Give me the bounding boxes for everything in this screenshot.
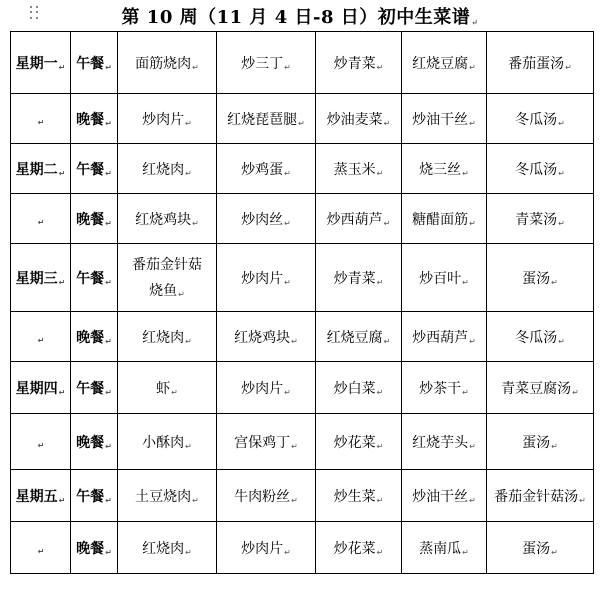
dish-cell-text: 蛋汤 [522,270,551,287]
paragraph-mark: ↵ [469,62,476,72]
dish-cell [118,244,217,312]
day-cell [11,244,71,312]
dish-cell-text: 炒鸡蛋 [241,161,284,178]
meal-cell [71,312,118,362]
dish-cell-text: 冬瓜汤 [515,111,558,128]
paragraph-mark: ↵ [291,336,298,346]
paragraph-mark: ↵ [462,277,469,287]
meal-cell [71,470,118,522]
dish-cell-text: 红烧琵琶腿 [227,111,298,128]
paragraph-mark: ↵ [469,218,476,228]
meal-cell [71,362,118,414]
paragraph-mark: ↵ [105,387,112,397]
dish-cell [217,312,316,362]
dish-cell [316,32,402,94]
day-cell [11,470,71,522]
meal-cell [71,414,118,470]
paragraph-mark: ↵ [105,495,112,505]
paragraph-mark: ↵ [469,118,476,128]
dish-cell [217,194,316,244]
dish-cell-text: 青菜汤 [515,211,558,228]
paragraph-mark: ↵ [37,440,45,450]
dish-cell-text: 蒸南瓜 [419,540,462,557]
day-cell [11,194,71,244]
dish-cell [402,414,487,470]
paragraph-mark: ↵ [58,62,66,72]
paragraph-mark: ↵ [284,547,291,557]
dish-cell [217,522,316,574]
dish-cell-text: 炒肉片 [142,111,185,128]
dish-cell [402,362,487,414]
dish-cell-text: 炒生菜 [333,488,376,505]
dish-cell [402,470,487,522]
dish-cell [118,522,217,574]
paragraph-mark: ↵ [565,62,572,72]
dish-cell-text: 炒油干丝 [412,488,469,505]
meal-cell-text: 晚餐 [76,434,105,451]
paragraph-mark: ↵ [298,118,305,128]
dish-cell [487,414,594,470]
paragraph-mark: ↵ [185,168,192,178]
paragraph-mark: ↵ [37,117,45,127]
dish-cell [487,244,594,312]
dish-cell-text: 红烧豆腐 [326,329,383,346]
menu-row [11,470,594,522]
paragraph-mark: ↵ [192,62,199,72]
menu-row [11,144,594,194]
dish-cell-text: 红烧豆腐 [412,55,469,72]
paragraph-mark: ↵ [291,495,298,505]
paragraph-mark: ↵ [469,441,476,451]
paragraph-mark: ↵ [58,387,66,397]
dish-cell-text: 炒花菜 [333,540,376,557]
menu-row [11,522,594,574]
day-cell [11,144,71,194]
dish-cell [217,414,316,470]
paragraph-mark: ↵ [558,218,565,228]
dish-cell-text: 炒茶干 [419,380,462,397]
paragraph-mark: ↵ [376,547,384,557]
paragraph-mark: ↵ [171,387,178,397]
paragraph-mark: ↵ [469,336,476,346]
dish-cell [316,470,402,522]
dish-cell [316,312,402,362]
dish-cell [487,522,594,574]
paragraph-mark: ↵ [558,336,565,346]
dish-cell-text: 蛋汤 [522,540,551,557]
paragraph-mark: ↵ [105,336,112,346]
day-cell [11,522,71,574]
dish-cell [217,144,316,194]
dish-cell [217,470,316,522]
dish-cell-text: 红烧鸡块 [234,329,291,346]
dish-cell [487,362,594,414]
dish-cell-text: 炒青菜 [333,55,376,72]
meal-cell [71,144,118,194]
paragraph-mark: ↵ [58,168,66,178]
dish-cell [402,312,487,362]
paragraph-mark: ↵ [185,547,192,557]
dish-cell-text: 炒花菜 [333,434,376,451]
day-cell-text: 星期四 [15,380,58,397]
dish-cell-text: 宫保鸡丁 [234,434,291,451]
dish-cell [402,244,487,312]
meal-cell-text: 晚餐 [76,540,105,557]
page-title [0,3,600,29]
dish-cell-text: 红烧芋头 [412,434,469,451]
day-cell [11,32,71,94]
dish-cell [402,32,487,94]
paragraph-mark: ↵ [105,118,112,128]
menu-row [11,414,594,470]
dish-cell [118,362,217,414]
paragraph-mark: ↵ [105,168,112,178]
paragraph-mark: ↵ [178,289,185,299]
dish-cell [217,32,316,94]
dish-cell-text: 炒青菜 [333,270,376,287]
paragraph-mark: ↵ [462,387,469,397]
dish-cell-text: 红烧鸡块 [135,211,192,228]
meal-cell [71,522,118,574]
day-cell-text: 星期三 [15,270,58,287]
dish-cell [217,94,316,144]
dish-cell [487,312,594,362]
paragraph-mark: ↵ [105,547,112,557]
paragraph-mark: ↵ [58,277,66,287]
dish-cell [402,144,487,194]
paragraph-mark: ↵ [192,495,199,505]
paragraph-mark: ↵ [37,335,45,345]
dish-cell-text: 牛肉粉丝 [234,488,291,505]
paragraph-mark: ↵ [551,547,558,557]
dish-cell-text: 蛋汤 [522,434,551,451]
paragraph-mark: ↵ [105,218,112,228]
dish-cell [487,194,594,244]
day-cell-text: 星期五 [15,488,58,505]
dish-cell [118,312,217,362]
paragraph-mark: ↵ [572,387,579,397]
dish-cell-text: 红烧肉 [142,329,185,346]
dish-cell [487,32,594,94]
paragraph-mark: ↵ [185,441,192,451]
day-cell [11,414,71,470]
paragraph-mark: ↵ [376,441,384,451]
paragraph-mark: ↵ [471,17,479,27]
paragraph-mark: ↵ [383,118,391,128]
dish-cell-text: 炒肉片 [241,380,284,397]
day-cell [11,362,71,414]
paragraph-mark: ↵ [291,441,298,451]
dish-cell-text: 土豆烧肉 [135,488,192,505]
dish-cell-text: 炒百叶 [419,270,462,287]
meal-cell-text: 晚餐 [76,211,105,228]
dish-cell-text: 炒油麦菜 [326,111,383,128]
paragraph-mark: ↵ [383,218,391,228]
paragraph-mark: ↵ [105,62,112,72]
meal-cell [71,244,118,312]
dish-cell-text: 冬瓜汤 [515,329,558,346]
dish-cell-text: 烧三丝 [419,161,462,178]
dish-cell [402,194,487,244]
dish-cell-text: 冬瓜汤 [515,161,558,178]
dish-cell-text: 番茄金针菇汤 [494,488,579,505]
dish-cell [316,522,402,574]
paragraph-mark: ↵ [579,495,586,505]
dish-cell [316,94,402,144]
dish-cell-text: 红烧肉 [142,540,185,557]
paragraph-mark: ↵ [551,441,558,451]
paragraph-mark: ↵ [376,168,384,178]
dish-cell-text: 炒油干丝 [412,111,469,128]
dish-cell-text: 红烧肉 [142,161,185,178]
dish-cell [316,144,402,194]
menu-row [11,32,594,94]
day-cell-text: 星期一 [15,55,58,72]
paragraph-mark: ↵ [462,168,469,178]
meal-cell-text: 午餐 [76,270,105,287]
paragraph-mark: ↵ [376,495,384,505]
paragraph-mark: ↵ [284,387,291,397]
menu-row [11,244,594,312]
dish-cell-text: 炒西葫芦 [412,329,469,346]
dish-cell-text: 炒三丁 [241,55,284,72]
dish-cell [118,194,217,244]
paragraph-mark: ↵ [105,277,112,287]
day-cell-text: 星期二 [15,161,58,178]
paragraph-mark: ↵ [58,495,66,505]
dish-cell [316,194,402,244]
meal-cell-text: 晚餐 [76,329,105,346]
dish-cell-text: 炒肉片 [241,270,284,287]
dish-cell-text: 炒肉丝 [241,211,284,228]
dish-cell-text: 青菜豆腐汤 [501,380,572,397]
paragraph-mark: ↵ [462,547,469,557]
dish-cell-text: 蒸玉米 [333,161,376,178]
dish-cell-text: 番茄蛋汤 [508,55,565,72]
dish-cell [217,244,316,312]
paragraph-mark: ↵ [105,441,112,451]
title-text: 第 10 周（11 月 4 日-8 日）初中生菜谱 [121,7,471,28]
paragraph-mark: ↵ [383,336,391,346]
dish-cell [118,470,217,522]
dish-cell [316,362,402,414]
day-cell [11,94,71,144]
meal-cell-text: 午餐 [76,380,105,397]
menu-row [11,312,594,362]
dish-cell [487,470,594,522]
dish-cell [316,244,402,312]
day-cell [11,312,71,362]
paragraph-mark: ↵ [376,277,384,287]
paragraph-mark: ↵ [551,277,558,287]
dish-cell [402,522,487,574]
meal-cell-text: 晚餐 [76,111,105,128]
dish-cell [487,144,594,194]
menu-row [11,362,594,414]
paragraph-mark: ↵ [284,277,291,287]
paragraph-mark: ↵ [284,62,291,72]
menu-row [11,94,594,144]
paragraph-mark: ↵ [185,118,192,128]
dish-cell-text: 炒西葫芦 [326,211,383,228]
meal-cell-text: 午餐 [76,488,105,505]
dish-cell-text: 面筋烧肉 [135,55,192,72]
paragraph-mark: ↵ [558,118,565,128]
dish-cell-text: 炒肉片 [241,540,284,557]
paragraph-mark: ↵ [192,218,199,228]
paragraph-mark: ↵ [558,168,565,178]
paragraph-mark: ↵ [185,336,192,346]
meal-cell [71,32,118,94]
dish-cell [118,144,217,194]
meal-cell-text: 午餐 [76,55,105,72]
meal-cell [71,194,118,244]
paragraph-mark: ↵ [37,217,45,227]
dish-cell-text: 糖醋面筋 [412,211,469,228]
dish-cell [402,94,487,144]
menu-row [11,194,594,244]
paragraph-mark: ↵ [284,218,291,228]
dish-cell-text: 番茄金针菇烧鱼 [132,256,202,299]
dish-cell [118,414,217,470]
paragraph-mark: ↵ [469,495,476,505]
dish-cell [217,362,316,414]
dish-cell [316,414,402,470]
dish-cell-text: 炒白菜 [333,380,376,397]
paragraph-mark: ↵ [284,168,291,178]
paragraph-mark: ↵ [37,546,45,556]
paragraph-mark: ↵ [376,387,384,397]
dish-cell-text: 虾 [156,380,171,397]
dish-cell [487,94,594,144]
meal-cell [71,94,118,144]
dish-cell [118,94,217,144]
dish-cell [118,32,217,94]
dish-cell-text: 小酥肉 [142,434,185,451]
paragraph-mark: ↵ [376,62,384,72]
meal-cell-text: 午餐 [76,161,105,178]
menu-table [10,31,594,574]
